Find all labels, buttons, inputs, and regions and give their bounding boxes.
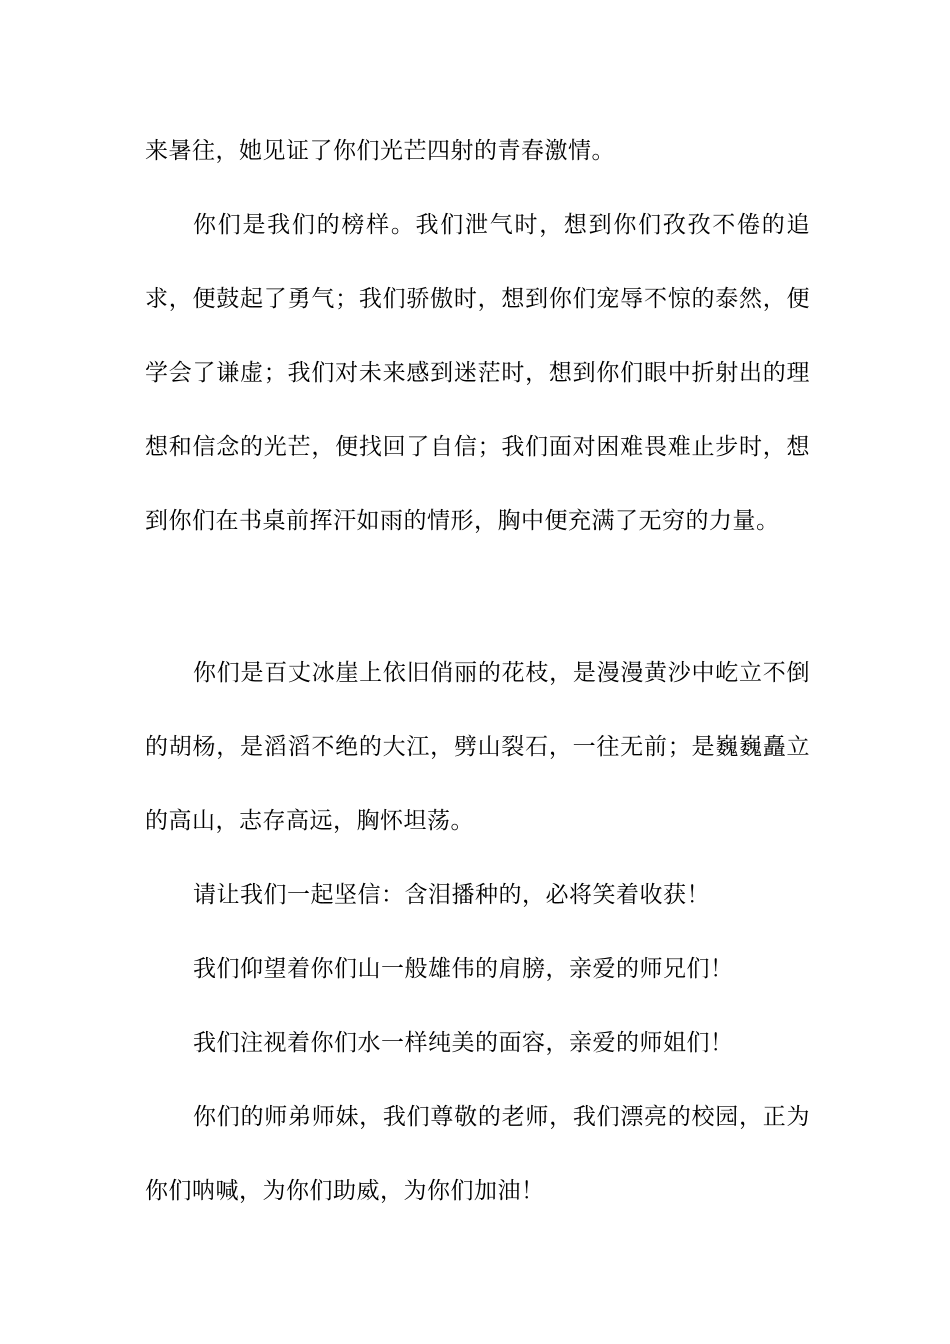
paragraph-role-models: 你们是我们的榜样。我们泄气时，想到你们孜孜不倦的追求，便鼓起了勇气；我们骄傲时，想到你们宠辱不惊的泰然，便学会了谦虚；我们对未来感到迷茫时，想到你们眼中折射出的理想和信念的光芒，便找回了自信；我们面对困难畏难止步时，想到你们在书桌前挥汗如雨的情形，胸中便充满了无穷的力量。: [145, 212, 810, 534]
paragraph-metaphors: 你们是百丈冰崖上依旧俏丽的花枝，是漫漫黄沙中屹立不倒的胡杨，是滔滔不绝的大江，劈山裂石，一往无前；是巍巍矗立的高山，志存高远，胸怀坦荡。: [145, 660, 810, 834]
paragraph-continuation: 来暑往，她见证了你们光芒四射的青春激情。: [145, 138, 615, 164]
paragraph-cheering: 你们的师弟师妹，我们尊敬的老师，我们漂亮的校园，正为你们呐喊，为你们助威，为你们加油！: [145, 1104, 810, 1204]
paragraph-believe: 请让我们一起坚信：含泪播种的，必将笑着收获！: [193, 882, 710, 908]
paragraph-senior-brothers: 我们仰望着你们山一般雄伟的肩膀，亲爱的师兄们！: [193, 956, 734, 982]
paragraph-senior-sisters: 我们注视着你们水一样纯美的面容，亲爱的师姐们！: [193, 1030, 734, 1056]
